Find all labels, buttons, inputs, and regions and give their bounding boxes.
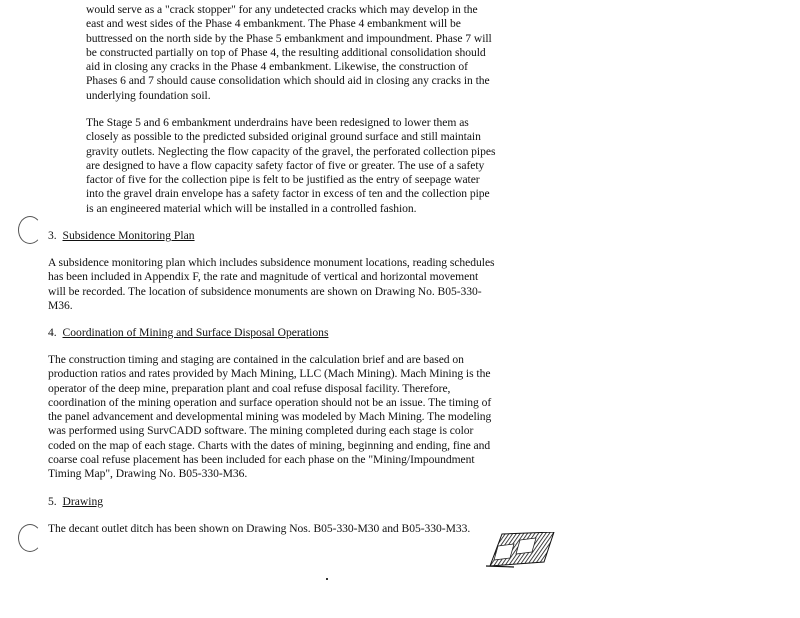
heading-coordination-of-mining bbox=[48, 326, 328, 340]
text-line: operator of the deep mine, preparation plant and coal refuse disposal facility. Therefore, bbox=[48, 381, 451, 395]
text-line: coded on the map of each stage. Charts with the dates of mining, beginning and ending, fine and bbox=[48, 438, 491, 452]
text-line: closely as possible to the predicted subsided original ground surface and still maintain bbox=[86, 130, 481, 144]
scan-speck bbox=[326, 578, 328, 580]
text-line: would serve as a "crack stopper" for any undetected cracks which may develop in the bbox=[86, 3, 478, 16]
heading-drawing bbox=[48, 495, 103, 509]
text-line: M36. bbox=[48, 298, 73, 312]
text-line: buttressed on the north side by the Phase 5 embankment and impoundment. Phase 7 will bbox=[86, 31, 492, 45]
text-line: production ratios and rates provided by Mach Mining, LLC (Mach Mining). Mach Mining is the bbox=[48, 367, 491, 381]
text-line: coordination of the mining operation and surface operation should not be an issue. The timing of bbox=[48, 395, 492, 409]
text-line: factor of five for the collection pipe is felt to be justified as the entry of seepage water bbox=[86, 173, 480, 187]
text-line: be constructed partially on top of Phase 4, the resulting additional consolidation should bbox=[86, 45, 486, 59]
heading-number: 4. bbox=[48, 326, 57, 339]
heading-number: 5. bbox=[48, 495, 57, 508]
text-line: A subsidence monitoring plan which includes subsidence monument locations, reading schedules bbox=[48, 256, 495, 269]
punch-hole-mark bbox=[18, 216, 42, 244]
text-line: aid in closing any cracks in the Phase 4 embankment. Likewise, the construction of bbox=[86, 60, 468, 74]
paragraph-underdrains bbox=[86, 116, 495, 216]
heading-title: Coordination of Mining and Surface Disposal Operations bbox=[62, 326, 329, 339]
text-line: the panel advancement and developmental mining was modeled by Mach Mining. The modeling bbox=[48, 410, 492, 424]
heading-title: Drawing bbox=[62, 495, 104, 508]
text-line: are designed to have a flow capacity safety factor of five or greater. The use of a safety bbox=[86, 158, 485, 172]
text-line: underlying foundation soil. bbox=[86, 88, 211, 102]
text-line: The construction timing and staging are contained in the calculation brief and are based on bbox=[48, 353, 464, 366]
text-line: Timing Map", Drawing No. B05-330-M36. bbox=[48, 467, 248, 481]
text-line: The decant outlet ditch has been shown on Drawing Nos. B05-330-M30 and B05-330-M33. bbox=[48, 522, 471, 535]
text-line: The Stage 5 and 6 embankment underdrains have been redesigned to lower them as bbox=[86, 116, 469, 129]
text-line: is an engineered material which will be installed in a controlled fashion. bbox=[86, 201, 417, 215]
text-line: has been included in Appendix F, the rate and magnitude of vertical and horizontal movement bbox=[48, 270, 479, 284]
paragraph-construction-timing bbox=[48, 353, 491, 482]
text-line: into the gravel drain envelope has a safety factor in excess of ten and the collection pipe bbox=[86, 187, 490, 201]
heading-title: Subsidence Monitoring Plan bbox=[62, 229, 195, 242]
punch-hole-mark bbox=[18, 524, 42, 552]
stamp-mark-icon bbox=[484, 532, 556, 568]
text-line: gravity outlets. Neglecting the flow capacity of the gravel, the perforated collection pipes bbox=[86, 144, 496, 158]
heading-number: 3. bbox=[48, 229, 57, 242]
text-line: Phases 6 and 7 should cause consolidation which should aid in closing any cracks in the bbox=[86, 74, 490, 88]
text-line: east and west sides of the Phase 4 embankment. The Phase 4 embankment will be bbox=[86, 17, 461, 31]
paragraph-subsidence-plan bbox=[48, 256, 495, 313]
paragraph-embankment-cracks bbox=[86, 3, 492, 103]
text-line: coarse coal refuse placement has been included for each phase on the "Mining/Impoundment bbox=[48, 453, 475, 467]
heading-subsidence-monitoring-plan bbox=[48, 229, 195, 243]
text-line: was performed using SurvCADD software. The mining completed during each stage is color bbox=[48, 424, 474, 438]
paragraph-decant-outlet bbox=[48, 522, 470, 536]
text-line: will be recorded. The location of subsidence monuments are shown on Drawing No. B05-330- bbox=[48, 284, 482, 298]
